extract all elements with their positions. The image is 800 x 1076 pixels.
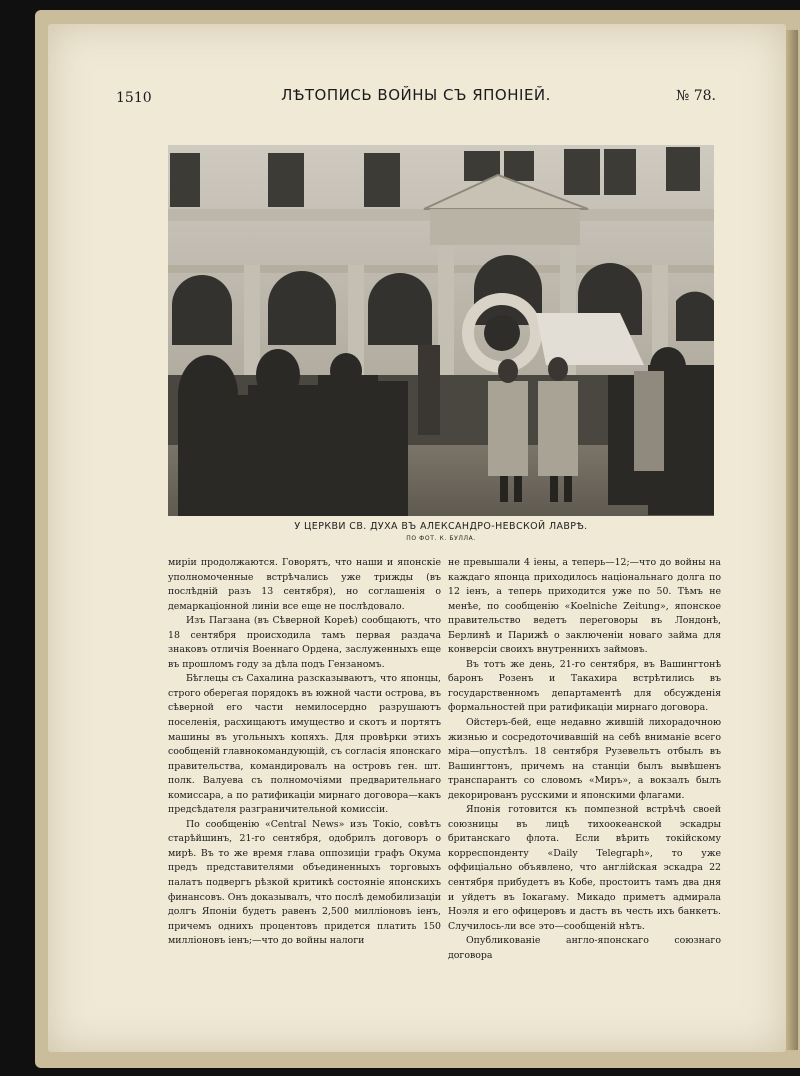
page-header [116, 86, 716, 110]
caption-credit: ПО ФОТ. К. БУЛЛА. [406, 535, 476, 542]
paragraph: Японія готовится къ помпезной встрѣчѣ своей союзницы въ лицѣ тихоокеанской эскадры британскаго флота. Если вѣрить токійскому корреспонденту «Daily Telegraph», то уже оффиціально объявлено, что англійская эскадра 22 сентября прибудетъ въ Кобе, простоитъ тамъ два дня и уйдетъ въ Іокагаму. Микадо приметъ адмирала Ноэля и его офицеровъ и дастъ въ честь ихъ банкетъ. Случилось-ли все это—сообщеній нѣтъ. [448, 804, 721, 932]
photograph-church-crowd-icon [168, 145, 714, 516]
issue-number: № 78. [676, 88, 716, 104]
page-edge [786, 30, 798, 1050]
page-number: 1510 [116, 90, 152, 106]
journal-title: ЛѢТОПИСЬ ВОЙНЫ СЪ ЯПОНІЕЙ. [281, 86, 551, 104]
photograph [168, 145, 714, 516]
photo-caption [168, 521, 714, 542]
paragraph: миріи продолжаются. Говорятъ, что наши и японскіе уполномоченные встрѣчались уже трижды (въ послѣдній разъ 13 сентября), но соглашенія о демаркаціонной линіи все еще не послѣдовало. [168, 557, 441, 612]
paragraph: Въ тотъ же день, 21-го сентября, въ Вашингтонѣ баронъ Розенъ и Такахира встрѣтились въ государственномъ департаментѣ для обсужденія формальностей при ратификаціи мирнаго договора. [448, 658, 721, 714]
paragraph: Изъ Пагзана (въ Сѣверной Кореѣ) сообщаютъ, что 18 сентября происходила тамъ первая раздача знаковъ отличія Военнаго Ордена, заслуженныхъ еще въ прошломъ году за дѣла подъ Гензаномъ. [168, 615, 441, 670]
left-column [168, 556, 441, 949]
paragraph: Бѣглецы съ Сахалина разсказываютъ, что японцы, строго оберегая порядокъ въ южной части острова, въ сѣверной его части немилосердно разрушаютъ поселенія, расхищаютъ имущество и скотъ и портятъ машины въ угольныхъ копяхъ. Для провѣрки этихъ сообщеній главнокомандующій, съ согласія японскаго правительства, командировалъ на островъ ген. шт. полк. Валуева съ полномочіями предварительнаго комиссара, а по ратификаціи мирнаго договора—какъ предсѣдателя разграничительной комиссіи. [168, 673, 441, 816]
caption-title: У ЦЕРКВИ СВ. ДУХА ВЪ АЛЕКСАНДРО-НЕВСКОЙ ЛАВРѢ. [294, 521, 588, 532]
paragraph: По сообщенію «Central News» изъ Токіо, совѣтъ старѣйшинъ, 21-го сентября, одобрилъ договоръ о мирѣ. Въ то же время глава оппозиціи графъ Окума предъ представителями объединенныхъ торговыхъ палатъ подвергъ рѣзкой критикѣ состояніе японскихъ финансовъ. Онъ доказывалъ, что послѣ демобилизаціи долгъ Японіи будетъ равенъ 2,500 милліоновъ іенъ, причемъ однихъ процентовъ придется платить 150 милліоновъ іенъ;—что до войны налоги [168, 818, 441, 947]
paragraph: не превышали 4 іены, а теперь—12;—что до войны на каждаго японца приходилось національнаго долга по 12 іенъ, а теперь приходится уже по 50. Тѣмъ не менѣе, по сообщенію «Koelniche Zeitung», японское правительство ведетъ переговоры въ Лондонѣ, Берлинѣ и Парижѣ о заключеніи новаго займа для конверсіи своихъ внутреннихъ займовъ. [448, 557, 721, 656]
paragraph: Опубликованіе англо-японскаго союзнаго договора [448, 935, 721, 961]
paragraph: Ойстеръ-бей, еще недавно жившій лихорадочною жизнью и сосредоточивавшій на себѣ вниманіе всего міра—опустѣлъ. 18 сентября Рузевельтъ отбылъ въ Вашингтонъ, причемъ на станціи былъ вывѣшенъ транспарантъ со словомъ «Миръ», а вокзалъ былъ декорированъ русскими и японскими флагами. [448, 717, 721, 801]
right-column [448, 556, 721, 963]
